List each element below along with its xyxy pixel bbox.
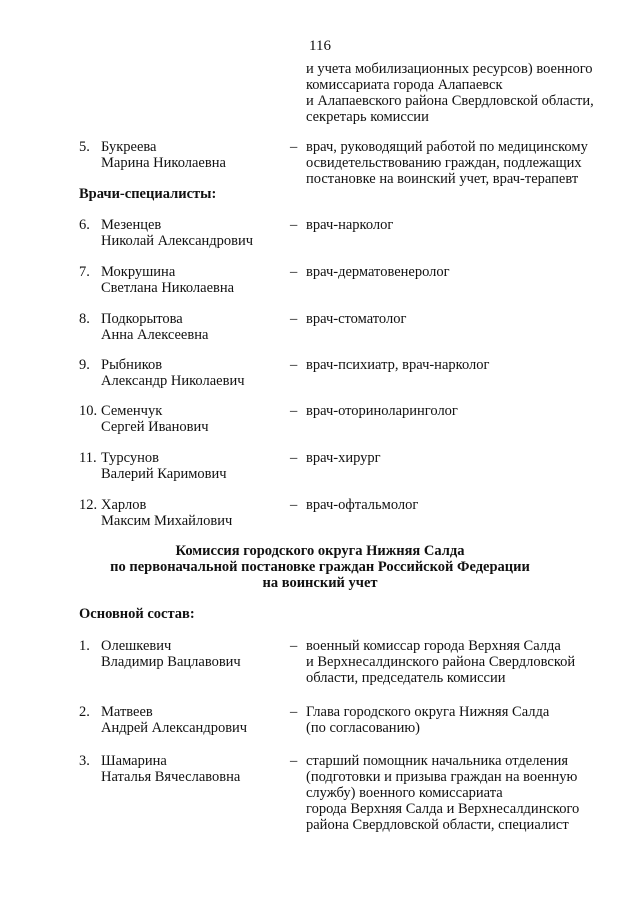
entry-number: 11. [79, 450, 97, 466]
given-names: Андрей Александрович [101, 720, 248, 736]
role-line: (по согласованию) [306, 720, 420, 736]
entry-number: 8. [79, 311, 90, 327]
role-line: района Свердловской области, специалист [306, 817, 569, 833]
surname: Мезенцев [101, 217, 162, 233]
dash: – [290, 264, 298, 280]
member-role [306, 311, 406, 327]
member-name [101, 357, 245, 389]
member-name [101, 403, 209, 435]
commission-title-line: Комиссия городского округа Нижняя Салда [175, 543, 465, 559]
entry-number: 9. [79, 357, 90, 373]
member-name [101, 217, 253, 249]
surname: Турсунов [101, 450, 159, 466]
member-name [101, 704, 247, 736]
continuation-text [306, 61, 594, 125]
role-line: врач-нарколог [306, 217, 394, 233]
dash: – [290, 450, 298, 466]
dash: – [290, 217, 298, 233]
entry-number: 2. [79, 704, 90, 720]
surname: Олешкевич [101, 638, 172, 654]
member-name [101, 450, 227, 482]
given-names: Наталья Вячеславовна [101, 769, 241, 785]
member-role [306, 753, 579, 833]
member-name [101, 753, 240, 785]
continuation-line: и учета мобилизационных ресурсов) военного [306, 61, 593, 77]
member-name [101, 311, 208, 343]
entry-number: 5. [79, 139, 90, 155]
given-names: Максим Михайлович [101, 513, 233, 529]
surname: Подкорытова [101, 311, 183, 327]
role-line: врач, руководящий работой по медицинскому [306, 139, 588, 155]
role-line: старший помощник начальника отделения [306, 753, 569, 769]
role-line: и Верхнесалдинского района Свердловской [306, 654, 576, 670]
surname: Матвеев [101, 704, 153, 720]
member-role [306, 403, 458, 419]
role-line: города Верхняя Салда и Верхнесалдинского [306, 801, 580, 817]
dash: – [290, 704, 298, 720]
member-name [101, 497, 232, 529]
continuation-line: комиссариата города Алапаевск [306, 77, 503, 93]
member-role [306, 450, 381, 466]
surname: Букреева [101, 139, 157, 155]
given-names: Валерий Каримович [101, 466, 227, 482]
member-role [306, 704, 549, 736]
entry-number: 12. [79, 497, 98, 513]
role-line: освидетельствованию граждан, подлежащих [306, 155, 582, 171]
dash: – [290, 311, 298, 327]
role-line: (подготовки и призыва граждан на военную [306, 769, 578, 785]
role-line: врач-офтальмолог [306, 497, 419, 513]
member-role [306, 497, 418, 513]
given-names: Анна Алексеевна [101, 327, 209, 343]
given-names: Александр Николаевич [101, 373, 245, 389]
entry-number: 7. [79, 264, 90, 280]
entry-number: 6. [79, 217, 90, 233]
entry-number: 3. [79, 753, 90, 769]
continuation-line: секретарь комиссии [306, 109, 429, 125]
dash: – [290, 403, 298, 419]
member-role [306, 264, 450, 280]
main-composition-heading: Основной состав: [79, 606, 195, 622]
dash: – [290, 638, 298, 654]
given-names: Светлана Николаевна [101, 280, 235, 296]
member-role [306, 638, 575, 686]
role-line: службу) военного комиссариата [306, 785, 503, 801]
member-role [306, 139, 588, 187]
surname: Мокрушина [101, 264, 176, 280]
continuation-line: и Алапаевского района Свердловской области, [306, 93, 594, 109]
role-line: врач-оториноларинголог [306, 403, 458, 419]
role-line: военный комиссар города Верхняя Салда [306, 638, 561, 654]
surname: Семенчук [101, 403, 163, 419]
given-names: Сергей Иванович [101, 419, 209, 435]
role-line: области, председатель комиссии [306, 670, 506, 686]
role-line: Глава городского округа Нижняя Салда [306, 704, 550, 720]
surname: Шамарина [101, 753, 167, 769]
commission-title-line: по первоначальной постановке граждан Российской Федерации [110, 559, 530, 575]
entry-number: 1. [79, 638, 90, 654]
role-line: врач-стоматолог [306, 311, 407, 327]
commission-title [0, 543, 640, 591]
commission-title-line: на воинский учет [262, 575, 378, 591]
dash: – [290, 139, 298, 155]
given-names: Владимир Вацлавович [101, 654, 241, 670]
dash: – [290, 497, 298, 513]
member-role [306, 217, 393, 233]
surname: Харлов [101, 497, 147, 513]
member-name [101, 264, 234, 296]
role-line: врач-хирург [306, 450, 381, 466]
role-line: врач-психиатр, врач-нарколог [306, 357, 490, 373]
page-number: 116 [309, 38, 331, 54]
member-name [101, 638, 241, 670]
dash: – [290, 753, 298, 769]
specialists-heading: Врачи-специалисты: [79, 186, 217, 202]
dash: – [290, 357, 298, 373]
member-role [306, 357, 489, 373]
member-name [101, 139, 226, 171]
role-line: постановке на воинский учет, врач-терапевт [306, 171, 579, 187]
given-names: Марина Николаевна [101, 155, 226, 171]
surname: Рыбников [101, 357, 163, 373]
role-line: врач-дерматовенеролог [306, 264, 450, 280]
entry-number: 10. [79, 403, 98, 419]
given-names: Николай Александрович [101, 233, 254, 249]
